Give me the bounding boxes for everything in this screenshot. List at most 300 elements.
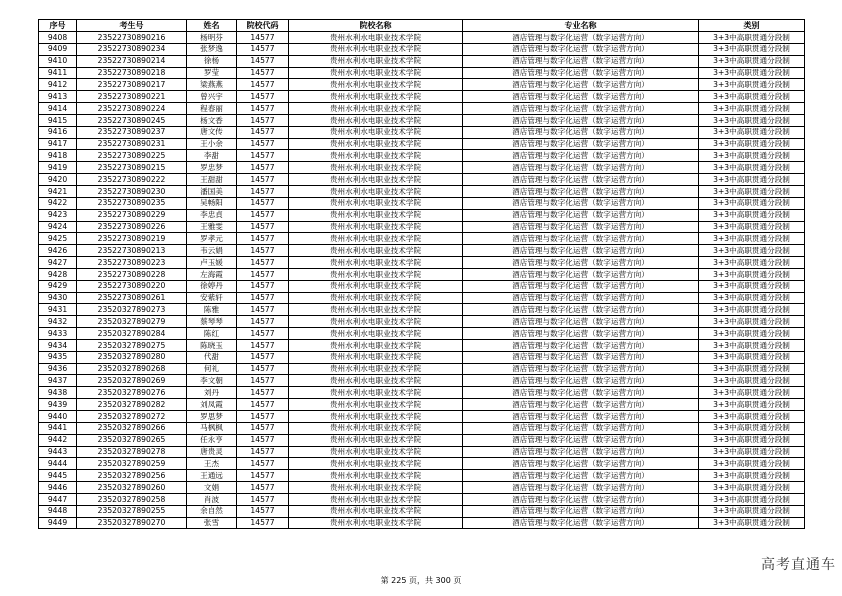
cell-index: 9425 (39, 233, 77, 245)
table-body (39, 32, 805, 529)
cell-major: 酒店管理与数字化运营（数字运营方向） (463, 339, 699, 351)
table-row (39, 411, 805, 423)
cell-index: 9419 (39, 162, 77, 174)
cell-name: 刘凤霞 (187, 399, 237, 411)
cell-school-code: 14577 (237, 434, 289, 446)
cell-exam-id: 23522730890234 (77, 43, 187, 55)
table-row (39, 458, 805, 470)
cell-exam-id: 23522730890231 (77, 138, 187, 150)
cell-major: 酒店管理与数字化运营（数字运营方向） (463, 505, 699, 517)
cell-major: 酒店管理与数字化运营（数字运营方向） (463, 493, 699, 505)
cell-major: 酒店管理与数字化运营（数字运营方向） (463, 114, 699, 126)
cell-school-code: 14577 (237, 114, 289, 126)
cell-category: 3+3中高职贯通分段制 (699, 174, 805, 186)
cell-index: 9449 (39, 517, 77, 529)
cell-exam-id: 23522730890218 (77, 67, 187, 79)
cell-category: 3+3中高职贯通分段制 (699, 280, 805, 292)
cell-exam-id: 23522730890228 (77, 268, 187, 280)
cell-index: 9412 (39, 79, 77, 91)
table-row (39, 493, 805, 505)
cell-index: 9408 (39, 32, 77, 44)
cell-index: 9423 (39, 209, 77, 221)
page-number: 第 225 页，共 300 页 (380, 576, 462, 585)
cell-school-name: 贵州水利水电职业技术学院 (289, 162, 463, 174)
cell-school-name: 贵州水利水电职业技术学院 (289, 363, 463, 375)
cell-category: 3+3中高职贯通分段制 (699, 114, 805, 126)
cell-category: 3+3中高职贯通分段制 (699, 375, 805, 387)
cell-school-code: 14577 (237, 482, 289, 494)
page-footer (0, 575, 842, 586)
cell-exam-id: 23522730890224 (77, 103, 187, 115)
table-row (39, 245, 805, 257)
cell-school-code: 14577 (237, 493, 289, 505)
cell-school-code: 14577 (237, 328, 289, 340)
cell-school-code: 14577 (237, 91, 289, 103)
cell-index: 9429 (39, 280, 77, 292)
cell-name: 张雪 (187, 517, 237, 529)
cell-index: 9444 (39, 458, 77, 470)
cell-school-name: 贵州水利水电职业技术学院 (289, 328, 463, 340)
cell-school-name: 贵州水利水电职业技术学院 (289, 103, 463, 115)
cell-school-name: 贵州水利水电职业技术学院 (289, 174, 463, 186)
cell-index: 9415 (39, 114, 77, 126)
cell-index: 9416 (39, 126, 77, 138)
cell-school-code: 14577 (237, 363, 289, 375)
cell-index: 9447 (39, 493, 77, 505)
table-row (39, 268, 805, 280)
cell-index: 9420 (39, 174, 77, 186)
cell-name: 余自然 (187, 505, 237, 517)
cell-category: 3+3中高职贯通分段制 (699, 292, 805, 304)
header-major: 专业名称 (463, 20, 699, 32)
cell-exam-id: 23520327890259 (77, 458, 187, 470)
cell-name: 张梦逸 (187, 43, 237, 55)
cell-index: 9441 (39, 422, 77, 434)
cell-school-name: 贵州水利水电职业技术学院 (289, 138, 463, 150)
cell-exam-id: 23522730890221 (77, 91, 187, 103)
cell-category: 3+3中高职贯通分段制 (699, 209, 805, 221)
cell-school-name: 贵州水利水电职业技术学院 (289, 434, 463, 446)
table-row (39, 292, 805, 304)
cell-category: 3+3中高职贯通分段制 (699, 339, 805, 351)
cell-school-code: 14577 (237, 79, 289, 91)
cell-exam-id: 23520327890255 (77, 505, 187, 517)
cell-exam-id: 23520327890270 (77, 517, 187, 529)
cell-exam-id: 23522730890214 (77, 55, 187, 67)
table-row (39, 505, 805, 517)
cell-category: 3+3中高职贯通分段制 (699, 91, 805, 103)
cell-major: 酒店管理与数字化运营（数字运营方向） (463, 280, 699, 292)
cell-major: 酒店管理与数字化运营（数字运营方向） (463, 304, 699, 316)
cell-index: 9428 (39, 268, 77, 280)
cell-exam-id: 23522730890220 (77, 280, 187, 292)
table-row (39, 363, 805, 375)
cell-major: 酒店管理与数字化运营（数字运营方向） (463, 316, 699, 328)
cell-major: 酒店管理与数字化运营（数字运营方向） (463, 422, 699, 434)
table-row (39, 517, 805, 529)
cell-major: 酒店管理与数字化运营（数字运营方向） (463, 375, 699, 387)
cell-name: 杨文香 (187, 114, 237, 126)
cell-index: 9432 (39, 316, 77, 328)
cell-exam-id: 23520327890256 (77, 470, 187, 482)
cell-category: 3+3中高职贯通分段制 (699, 103, 805, 115)
cell-category: 3+3中高职贯通分段制 (699, 79, 805, 91)
cell-school-name: 贵州水利水电职业技术学院 (289, 221, 463, 233)
cell-school-code: 14577 (237, 150, 289, 162)
cell-school-code: 14577 (237, 422, 289, 434)
table-row (39, 150, 805, 162)
cell-exam-id: 23520327890260 (77, 482, 187, 494)
cell-category: 3+3中高职贯通分段制 (699, 446, 805, 458)
cell-exam-id: 23522730890229 (77, 209, 187, 221)
cell-school-name: 贵州水利水电职业技术学院 (289, 493, 463, 505)
table-row (39, 32, 805, 44)
cell-major: 酒店管理与数字化运营（数字运营方向） (463, 43, 699, 55)
cell-category: 3+3中高职贯通分段制 (699, 351, 805, 363)
table-row (39, 55, 805, 67)
cell-index: 9409 (39, 43, 77, 55)
cell-name: 刘丹 (187, 387, 237, 399)
cell-category: 3+3中高职贯通分段制 (699, 245, 805, 257)
table-row (39, 387, 805, 399)
cell-exam-id: 23520327890258 (77, 493, 187, 505)
header-name: 姓名 (187, 20, 237, 32)
cell-category: 3+3中高职贯通分段制 (699, 304, 805, 316)
cell-category: 3+3中高职贯通分段制 (699, 221, 805, 233)
cell-name: 罗莹 (187, 67, 237, 79)
cell-name: 安紫轩 (187, 292, 237, 304)
cell-name: 何礼 (187, 363, 237, 375)
cell-index: 9439 (39, 399, 77, 411)
cell-major: 酒店管理与数字化运营（数字运营方向） (463, 150, 699, 162)
cell-exam-id: 23520327890266 (77, 422, 187, 434)
cell-major: 酒店管理与数字化运营（数字运营方向） (463, 185, 699, 197)
cell-category: 3+3中高职贯通分段制 (699, 257, 805, 269)
cell-school-name: 贵州水利水电职业技术学院 (289, 245, 463, 257)
cell-name: 杨明芬 (187, 32, 237, 44)
cell-category: 3+3中高职贯通分段制 (699, 185, 805, 197)
cell-name: 王小余 (187, 138, 237, 150)
cell-school-name: 贵州水利水电职业技术学院 (289, 482, 463, 494)
cell-name: 陈雅 (187, 304, 237, 316)
cell-exam-id: 23522730890213 (77, 245, 187, 257)
cell-major: 酒店管理与数字化运营（数字运营方向） (463, 209, 699, 221)
cell-exam-id: 23520327890276 (77, 387, 187, 399)
cell-name: 文娟 (187, 482, 237, 494)
cell-name: 潘国美 (187, 185, 237, 197)
cell-school-code: 14577 (237, 458, 289, 470)
cell-exam-id: 23522730890223 (77, 257, 187, 269)
cell-major: 酒店管理与数字化运营（数字运营方向） (463, 221, 699, 233)
cell-exam-id: 23520327890280 (77, 351, 187, 363)
cell-category: 3+3中高职贯通分段制 (699, 43, 805, 55)
cell-major: 酒店管理与数字化运营（数字运营方向） (463, 55, 699, 67)
cell-index: 9410 (39, 55, 77, 67)
cell-school-name: 贵州水利水电职业技术学院 (289, 292, 463, 304)
cell-index: 9446 (39, 482, 77, 494)
cell-name: 曾兴宇 (187, 91, 237, 103)
table-header-row (39, 20, 805, 32)
cell-school-name: 贵州水利水电职业技术学院 (289, 280, 463, 292)
cell-index: 9437 (39, 375, 77, 387)
table-row (39, 328, 805, 340)
cell-school-name: 贵州水利水电职业技术学院 (289, 32, 463, 44)
cell-school-name: 贵州水利水电职业技术学院 (289, 458, 463, 470)
cell-major: 酒店管理与数字化运营（数字运营方向） (463, 517, 699, 529)
cell-exam-id: 23520327890269 (77, 375, 187, 387)
cell-category: 3+3中高职贯通分段制 (699, 138, 805, 150)
cell-school-name: 贵州水利水电职业技术学院 (289, 339, 463, 351)
cell-major: 酒店管理与数字化运营（数字运营方向） (463, 363, 699, 375)
cell-exam-id: 23522730890219 (77, 233, 187, 245)
cell-school-code: 14577 (237, 268, 289, 280)
cell-major: 酒店管理与数字化运营（数字运营方向） (463, 434, 699, 446)
header-school-code: 院校代码 (237, 20, 289, 32)
cell-school-name: 贵州水利水电职业技术学院 (289, 304, 463, 316)
cell-school-code: 14577 (237, 185, 289, 197)
cell-major: 酒店管理与数字化运营（数字运营方向） (463, 446, 699, 458)
cell-index: 9430 (39, 292, 77, 304)
cell-exam-id: 23520327890282 (77, 399, 187, 411)
table-row (39, 339, 805, 351)
cell-index: 9411 (39, 67, 77, 79)
cell-school-code: 14577 (237, 209, 289, 221)
cell-name: 任永亨 (187, 434, 237, 446)
cell-school-name: 贵州水利水电职业技术学院 (289, 55, 463, 67)
cell-index: 9421 (39, 185, 77, 197)
cell-school-code: 14577 (237, 233, 289, 245)
cell-school-name: 贵州水利水电职业技术学院 (289, 399, 463, 411)
table-row (39, 233, 805, 245)
cell-school-name: 贵州水利水电职业技术学院 (289, 79, 463, 91)
cell-school-name: 贵州水利水电职业技术学院 (289, 351, 463, 363)
cell-category: 3+3中高职贯通分段制 (699, 458, 805, 470)
cell-category: 3+3中高职贯通分段制 (699, 387, 805, 399)
table-row (39, 197, 805, 209)
cell-exam-id: 23520327890265 (77, 434, 187, 446)
cell-exam-id: 23520327890272 (77, 411, 187, 423)
cell-category: 3+3中高职贯通分段制 (699, 363, 805, 375)
cell-name: 陈晓玉 (187, 339, 237, 351)
cell-school-code: 14577 (237, 470, 289, 482)
cell-major: 酒店管理与数字化运营（数字运营方向） (463, 470, 699, 482)
cell-category: 3+3中高职贯通分段制 (699, 268, 805, 280)
header-exam-id: 考生号 (77, 20, 187, 32)
header-school-name: 院校名称 (289, 20, 463, 32)
cell-school-name: 贵州水利水电职业技术学院 (289, 197, 463, 209)
cell-major: 酒店管理与数字化运营（数字运营方向） (463, 458, 699, 470)
cell-exam-id: 23520327890275 (77, 339, 187, 351)
cell-school-code: 14577 (237, 304, 289, 316)
table-row (39, 138, 805, 150)
cell-name: 李文朝 (187, 375, 237, 387)
cell-index: 9426 (39, 245, 77, 257)
cell-index: 9438 (39, 387, 77, 399)
cell-name: 李甜 (187, 150, 237, 162)
cell-exam-id: 23522730890216 (77, 32, 187, 44)
cell-name: 罗孝元 (187, 233, 237, 245)
cell-school-name: 贵州水利水电职业技术学院 (289, 150, 463, 162)
cell-index: 9414 (39, 103, 77, 115)
cell-school-name: 贵州水利水电职业技术学院 (289, 185, 463, 197)
cell-name: 肖波 (187, 493, 237, 505)
cell-school-code: 14577 (237, 138, 289, 150)
cell-school-code: 14577 (237, 32, 289, 44)
cell-school-code: 14577 (237, 245, 289, 257)
cell-school-name: 贵州水利水电职业技术学院 (289, 505, 463, 517)
cell-name: 徐婷丹 (187, 280, 237, 292)
cell-name: 梁燕燕 (187, 79, 237, 91)
header-index: 序号 (39, 20, 77, 32)
cell-name: 李忠貞 (187, 209, 237, 221)
cell-school-name: 贵州水利水电职业技术学院 (289, 411, 463, 423)
cell-exam-id: 23522730890261 (77, 292, 187, 304)
cell-exam-id: 23522730890245 (77, 114, 187, 126)
cell-major: 酒店管理与数字化运营（数字运营方向） (463, 138, 699, 150)
table-row (39, 446, 805, 458)
cell-school-code: 14577 (237, 351, 289, 363)
cell-index: 9413 (39, 91, 77, 103)
cell-school-code: 14577 (237, 375, 289, 387)
table-row (39, 399, 805, 411)
cell-name: 韦云娟 (187, 245, 237, 257)
table-row (39, 470, 805, 482)
cell-category: 3+3中高职贯通分段制 (699, 493, 805, 505)
cell-major: 酒店管理与数字化运营（数字运营方向） (463, 351, 699, 363)
cell-major: 酒店管理与数字化运营（数字运营方向） (463, 162, 699, 174)
cell-category: 3+3中高职贯通分段制 (699, 482, 805, 494)
cell-major: 酒店管理与数字化运营（数字运营方向） (463, 233, 699, 245)
cell-name: 王杰 (187, 458, 237, 470)
brand-watermark: 高考直通车 (761, 557, 836, 573)
admission-table (38, 19, 805, 529)
cell-school-code: 14577 (237, 103, 289, 115)
cell-school-name: 贵州水利水电职业技术学院 (289, 446, 463, 458)
cell-school-code: 14577 (237, 316, 289, 328)
cell-exam-id: 23520327890284 (77, 328, 187, 340)
cell-school-code: 14577 (237, 43, 289, 55)
table-row (39, 162, 805, 174)
table-row (39, 174, 805, 186)
cell-school-name: 贵州水利水电职业技术学院 (289, 126, 463, 138)
cell-name: 王通远 (187, 470, 237, 482)
cell-category: 3+3中高职贯通分段制 (699, 422, 805, 434)
table-row (39, 79, 805, 91)
table-row (39, 482, 805, 494)
cell-index: 9448 (39, 505, 77, 517)
cell-school-name: 贵州水利水电职业技术学院 (289, 114, 463, 126)
cell-school-name: 贵州水利水电职业技术学院 (289, 375, 463, 387)
cell-name: 王雅雯 (187, 221, 237, 233)
cell-school-code: 14577 (237, 197, 289, 209)
cell-major: 酒店管理与数字化运营（数字运营方向） (463, 292, 699, 304)
table-row (39, 126, 805, 138)
cell-index: 9433 (39, 328, 77, 340)
cell-school-code: 14577 (237, 446, 289, 458)
cell-major: 酒店管理与数字化运营（数字运营方向） (463, 245, 699, 257)
cell-school-name: 贵州水利水电职业技术学院 (289, 268, 463, 280)
cell-category: 3+3中高职贯通分段制 (699, 32, 805, 44)
table-row (39, 434, 805, 446)
cell-school-code: 14577 (237, 67, 289, 79)
cell-index: 9436 (39, 363, 77, 375)
cell-major: 酒店管理与数字化运营（数字运营方向） (463, 79, 699, 91)
cell-major: 酒店管理与数字化运营（数字运营方向） (463, 387, 699, 399)
cell-school-code: 14577 (237, 280, 289, 292)
table-row (39, 185, 805, 197)
cell-major: 酒店管理与数字化运营（数字运营方向） (463, 67, 699, 79)
cell-category: 3+3中高职贯通分段制 (699, 162, 805, 174)
cell-index: 9417 (39, 138, 77, 150)
cell-school-name: 贵州水利水电职业技术学院 (289, 43, 463, 55)
cell-school-name: 贵州水利水电职业技术学院 (289, 91, 463, 103)
table-row (39, 351, 805, 363)
cell-major: 酒店管理与数字化运营（数字运营方向） (463, 411, 699, 423)
cell-index: 9434 (39, 339, 77, 351)
cell-index: 9427 (39, 257, 77, 269)
cell-major: 酒店管理与数字化运营（数字运营方向） (463, 268, 699, 280)
table-row (39, 91, 805, 103)
cell-name: 程春丽 (187, 103, 237, 115)
cell-major: 酒店管理与数字化运营（数字运营方向） (463, 399, 699, 411)
cell-major: 酒店管理与数字化运营（数字运营方向） (463, 197, 699, 209)
cell-name: 唐文传 (187, 126, 237, 138)
cell-category: 3+3中高职贯通分段制 (699, 233, 805, 245)
cell-category: 3+3中高职贯通分段制 (699, 197, 805, 209)
cell-exam-id: 23522730890235 (77, 197, 187, 209)
cell-index: 9442 (39, 434, 77, 446)
cell-category: 3+3中高职贯通分段制 (699, 316, 805, 328)
table-row (39, 43, 805, 55)
table-row (39, 316, 805, 328)
cell-exam-id: 23522730890215 (77, 162, 187, 174)
cell-school-name: 贵州水利水电职业技术学院 (289, 257, 463, 269)
cell-major: 酒店管理与数字化运营（数字运营方向） (463, 328, 699, 340)
cell-school-name: 贵州水利水电职业技术学院 (289, 517, 463, 529)
cell-name: 王甜甜 (187, 174, 237, 186)
cell-index: 9443 (39, 446, 77, 458)
cell-school-code: 14577 (237, 387, 289, 399)
table-row (39, 221, 805, 233)
table-row (39, 257, 805, 269)
table-row (39, 114, 805, 126)
cell-school-code: 14577 (237, 505, 289, 517)
cell-school-name: 贵州水利水电职业技术学院 (289, 233, 463, 245)
cell-category: 3+3中高职贯通分段制 (699, 505, 805, 517)
cell-name: 左海霞 (187, 268, 237, 280)
cell-school-code: 14577 (237, 257, 289, 269)
cell-exam-id: 23520327890268 (77, 363, 187, 375)
table-row (39, 304, 805, 316)
cell-school-code: 14577 (237, 411, 289, 423)
cell-school-code: 14577 (237, 517, 289, 529)
cell-major: 酒店管理与数字化运营（数字运营方向） (463, 32, 699, 44)
cell-category: 3+3中高职贯通分段制 (699, 434, 805, 446)
table-row (39, 103, 805, 115)
cell-category: 3+3中高职贯通分段制 (699, 126, 805, 138)
cell-school-name: 贵州水利水电职业技术学院 (289, 316, 463, 328)
cell-major: 酒店管理与数字化运营（数字运营方向） (463, 126, 699, 138)
cell-category: 3+3中高职贯通分段制 (699, 470, 805, 482)
cell-exam-id: 23522730890230 (77, 185, 187, 197)
cell-index: 9418 (39, 150, 77, 162)
table-row (39, 422, 805, 434)
cell-exam-id: 23522730890226 (77, 221, 187, 233)
cell-major: 酒店管理与数字化运营（数字运营方向） (463, 257, 699, 269)
cell-exam-id: 23520327890278 (77, 446, 187, 458)
cell-name: 罗思梦 (187, 411, 237, 423)
cell-exam-id: 23522730890217 (77, 79, 187, 91)
